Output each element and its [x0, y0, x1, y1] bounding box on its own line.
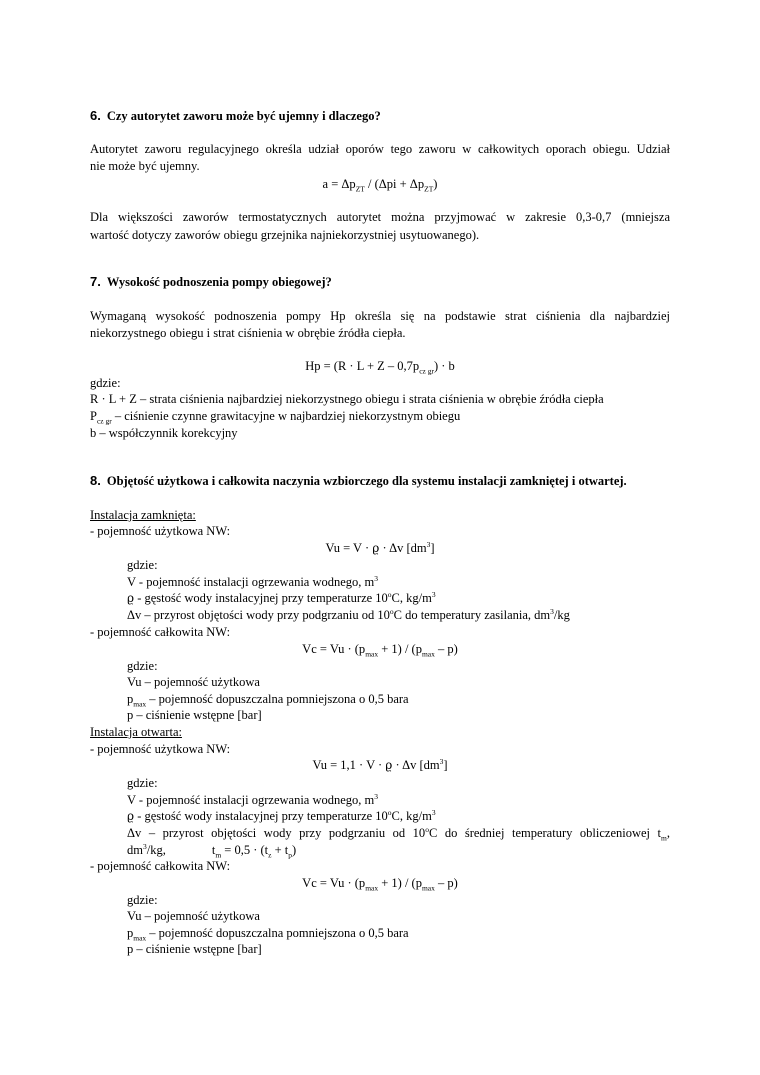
- closed-pmax-definition: $p_{max}$ – pojemność dopuszczalna pomniejszona o 0,5 bara: [127, 692, 409, 709]
- closed-where: gdzie:: [127, 558, 158, 572]
- q6-formula: $a = \Delta p_{ZT} / (\Delta pi + \Delta p_{ZT})$: [322, 177, 438, 194]
- q6-heading: 6. Czy autorytet zaworu może być ujemny i dlaczego?: [90, 108, 381, 123]
- closed-total-formula: $Vc = Vu \cdot (p_{max} + 1) / (p_{max} - p)$: [302, 642, 458, 659]
- q7-formula: $Hp = (R \cdot L + Z - 0,7p_{cz gr}) \cdot b$: [305, 359, 455, 376]
- closed-installation-heading: Instalacja zamknięta:: [90, 508, 196, 522]
- open-tm-formula: $t_m = 0,5 \cdot (t_z + t_p)$: [211, 843, 297, 860]
- closed-usable-formula: Vu = V · ϱ · Δv $[dm^3]$: [325, 539, 435, 555]
- open-where: gdzie:: [127, 776, 158, 790]
- closed-total-label: - pojemność całkowita NW:: [90, 625, 231, 639]
- closed-where-2: gdzie:: [127, 659, 158, 673]
- q7-paragraph-line2: niekorzystnego obiegu i strat ciśnienia w obrębie źródła ciepła.: [90, 326, 406, 340]
- closed-p-definition: p – ciśnienie wstępne [bar]: [127, 708, 262, 722]
- q7-where: gdzie:: [90, 376, 121, 390]
- open-total-formula: $Vc = Vu \cdot (p_{max} + 1) / (p_{max} - p)$: [302, 876, 458, 893]
- closed-vu-definition: Vu – pojemność użytkowa: [127, 675, 260, 689]
- open-usable-formula: Vu = 1,1 · V · ϱ · Δv $[dm^3]$: [312, 756, 448, 772]
- q7-definition-2: $P_{cz gr}$ – ciśnienie czynne grawitacyjne w najbardziej niekorzystnym obiegu: [90, 409, 461, 426]
- open-dv-definition-line2: $dm^3/kg$, $t_m = 0,5 \cdot (t_z + t_p)$: [127, 841, 297, 860]
- open-total-label: - pojemność całkowita NW:: [90, 859, 231, 873]
- closed-rho-definition: ϱ - gęstość wody instalacyjnej przy temperaturze 10$^o$C, $kg/m^3$: [127, 589, 436, 605]
- q7-heading: 7. Wysokość podnoszenia pompy obiegowej?: [90, 274, 332, 289]
- open-vu-definition: Vu – pojemność użytkowa: [127, 909, 260, 923]
- closed-usable-label: - pojemność użytkowa NW:: [90, 524, 231, 538]
- q6-paragraph1-line2: nie może być ujemny.: [90, 159, 200, 173]
- closed-v-definition: V - pojemność instalacji ogrzewania wodnego, $m^3$: [127, 573, 379, 589]
- q7-paragraph-line1: Wymaganą wysokość podnoszenia pompy Hp określa się na podstawie strat ciśnienia dla najbardziej: [90, 309, 670, 323]
- q6-paragraph1-line1: Autorytet zaworu regulacyjnego określa udział oporów tego zaworu w całkowitych oporach obiegu. Udział: [90, 142, 670, 156]
- q7-definition-1: R · L + Z – strata ciśnienia najbardziej niekorzystnego obiegu i strata ciśnienia w obrębie źródła ciepła: [90, 392, 604, 406]
- q6-paragraph2-line1: Dla większości zaworów termostatycznych autorytet można przyjmować w zakresie 0,3-0,7 (mniejsza: [90, 210, 670, 224]
- q6-paragraph2-line2: wartość dotyczy zaworów obiegu grzejnika najniekorzystniej usytuowanego).: [90, 228, 480, 242]
- open-rho-definition: ϱ - gęstość wody instalacyjnej przy temperaturze 10$^o$C, $kg/m^3$: [127, 807, 436, 823]
- open-dv-definition-line1: Δv – przyrost objętości wody przy podgrzaniu od 10$^o$C do średniej temperatury obliczeniowej $t_m$,: [127, 824, 670, 843]
- closed-dv-definition: Δv – przyrost objętości wody przy podgrzaniu od 10$^o$C do temperatury zasilania, $dm^3/kg$: [127, 606, 570, 622]
- open-p-definition: p – ciśnienie wstępne [bar]: [127, 942, 262, 956]
- open-installation-heading: Instalacja otwarta:: [90, 725, 182, 739]
- open-where-2: gdzie:: [127, 893, 158, 907]
- q7-definition-3: b – współczynnik korekcyjny: [90, 426, 238, 440]
- open-v-definition: V - pojemność instalacji ogrzewania wodnego, $m^3$: [127, 791, 379, 807]
- open-usable-label: - pojemność użytkowa NW:: [90, 742, 231, 756]
- q8-heading: 8. Objętość użytkowa i całkowita naczynia wzbiorczego dla systemu instalacji zamkniętej i otwartej.: [90, 473, 627, 488]
- open-pmax-definition: $p_{max}$ – pojemność dopuszczalna pomniejszona o 0,5 bara: [127, 926, 409, 943]
